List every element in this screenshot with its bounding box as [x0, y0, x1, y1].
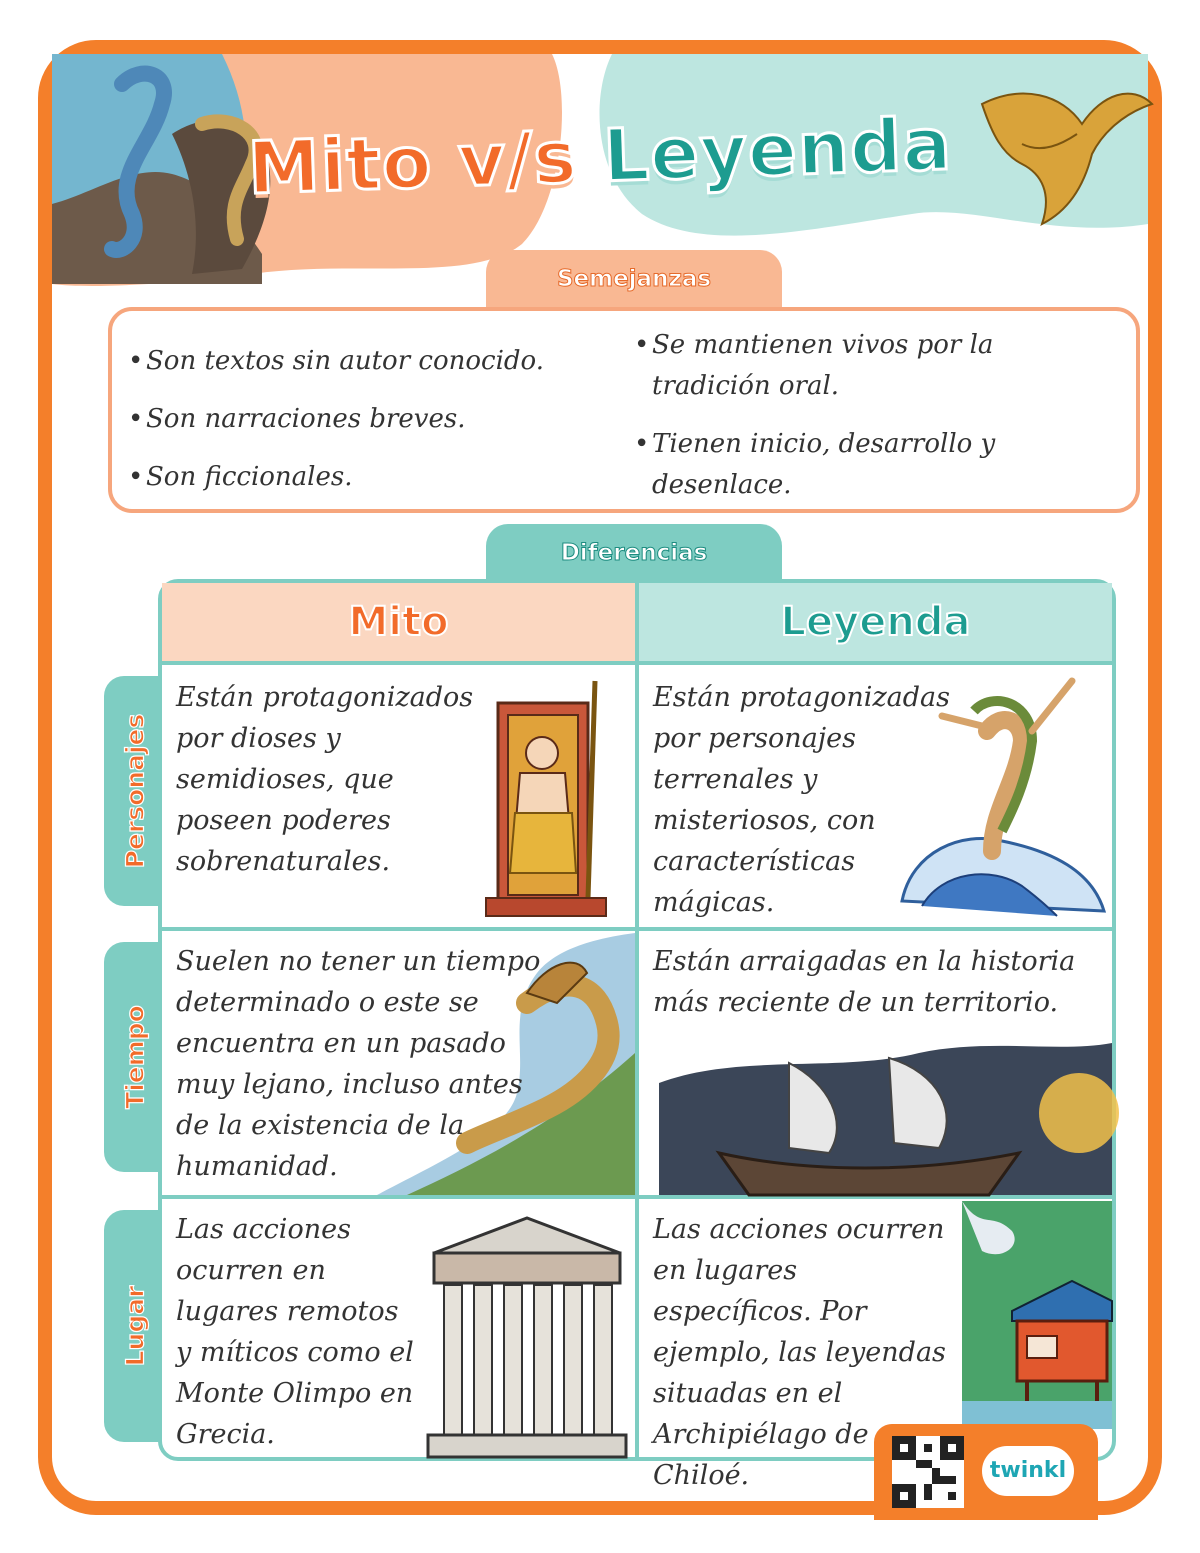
poster-frame: [38, 40, 1162, 1515]
chiloe-stilt-house-illustration: [962, 1201, 1112, 1429]
diferencias-label: Diferencias: [560, 540, 708, 566]
semejanzas-label: Semejanzas: [556, 266, 712, 292]
row-label-personajes: [104, 676, 166, 906]
semejanzas-right-list: [634, 325, 1114, 523]
row-label-text: Tiempo: [120, 1005, 150, 1109]
qr-code-icon: [892, 1436, 964, 1508]
greek-temple-illustration: [424, 1213, 630, 1461]
title-mito: Mito: [246, 119, 434, 211]
cell-leyenda-lugar: Las acciones ocurren en lugares específicos. Por ejemplo, las leyendas situadas en el Archipiélago de Chiloé.: [653, 1214, 946, 1491]
title-leyenda: Leyenda: [601, 101, 954, 198]
column-divider: [635, 583, 639, 1461]
list-item: • Son textos sin autor conocido.: [128, 341, 618, 382]
list-item: • Son narraciones breves.: [128, 399, 618, 440]
cell-mito-lugar: Las acciones ocurren en lugares remotos y míticos como el Monte Olimpo en Grecia.: [176, 1214, 414, 1450]
diferencias-tab: [486, 524, 782, 582]
zeus-throne-illustration: [480, 673, 620, 921]
row-label-text: Lugar: [120, 1285, 150, 1367]
cell-mito-tiempo: Suelen no tener un tiempo determinado o este se encuentra en un pasado muy lejano, incluso antes de la existencia de la humanidad.: [176, 946, 541, 1182]
list-item: • Se mantienen vivos por la tradición oral.: [634, 325, 1114, 407]
column-header-leyenda: Leyenda: [639, 583, 1112, 661]
row-label-lugar: [104, 1210, 166, 1442]
list-item: • Tienen inicio, desarrollo y desenlace.: [634, 424, 1114, 506]
row-label-tiempo: [104, 942, 166, 1172]
semejanzas-left-list: [128, 341, 618, 515]
row-label-text: Personajes: [120, 713, 150, 869]
list-item: • Son ficcionales.: [128, 457, 618, 498]
cell-leyenda-tiempo: Están arraigadas en la historia más reciente de un territorio.: [653, 946, 1076, 1018]
twinkl-logo: twinkl: [982, 1446, 1074, 1496]
ghost-ship-illustration: [659, 1043, 1112, 1195]
semejanzas-box: [108, 307, 1140, 513]
cell-mito-personajes: Están protagonizados por dioses y semidioses, que poseen poderes sobrenaturales.: [176, 682, 474, 877]
cell-leyenda-personajes: Están protagonizadas por personajes terrenales y misteriosos, con características mágicas.: [653, 682, 950, 918]
row-divider: [162, 661, 1112, 665]
column-header-mito: Mito: [162, 583, 635, 661]
row-divider: [162, 927, 1112, 931]
semejanzas-tab: [486, 250, 782, 308]
footer-badge: [874, 1424, 1098, 1520]
title-vs: v/s: [456, 114, 579, 203]
